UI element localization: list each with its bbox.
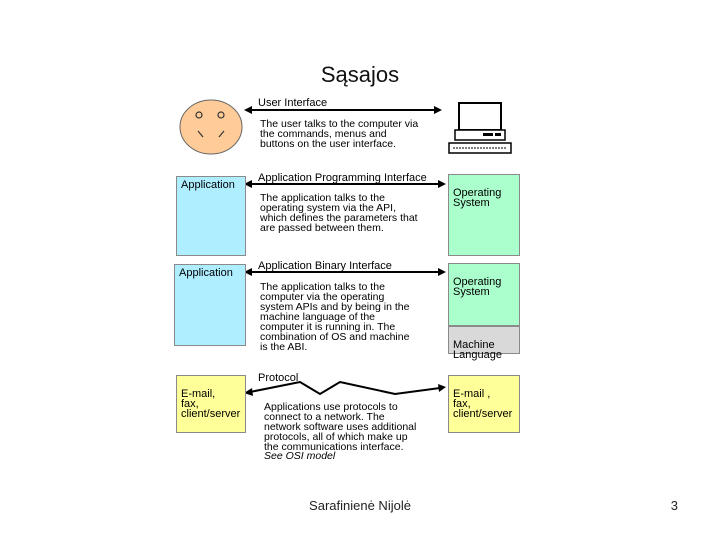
- protocol-arrow: [244, 382, 446, 396]
- abi-machine-language-box: [448, 326, 520, 361]
- abi-os-box: [448, 263, 520, 326]
- abi-os-label: Operating System: [453, 276, 502, 298]
- api-application-box: [176, 176, 246, 256]
- user-interface-label: User Interface: [258, 97, 328, 109]
- abi-application-label: Application: [179, 267, 233, 279]
- api-os-box: [448, 174, 520, 256]
- protocol-label: Protocol: [258, 372, 299, 384]
- protocol-right-box: [448, 375, 520, 433]
- page-number: 3: [670, 498, 678, 513]
- abi-description: The application talks to the computer via the operating system APIs and by being in the machine language of the computer it is running in. The combination of OS and machine is the ABI.: [260, 281, 410, 353]
- protocol-note: See OSI model: [264, 450, 336, 462]
- protocol-right-label: E-mail , fax, client/server: [453, 388, 513, 420]
- protocol-description: Applications use protocols to connect to a network. The network software uses additional protocols, all of which make up the communications interface.: [264, 401, 417, 453]
- protocol-left-label: E-mail, fax, client/server: [181, 388, 241, 420]
- api-description: The application talks to the operating system via the API, which defines the parameters that are passed between them.: [260, 192, 418, 234]
- abi-label: Application Binary Interface: [258, 260, 392, 272]
- slide-title: Sąsajos: [320, 62, 400, 87]
- footer-author: Sarafinienė Nijolė: [309, 498, 411, 513]
- protocol-left-box: [176, 375, 246, 433]
- abi-machine-language-label: Machine Language: [453, 339, 502, 361]
- user-interface-description: The user talks to the computer via the commands, menus and buttons on the user interface.: [260, 118, 419, 150]
- api-os-label: Operating System: [453, 187, 502, 209]
- api-application-label: Application: [181, 179, 235, 191]
- abi-application-box: [174, 264, 246, 346]
- api-label: Application Programming Interface: [258, 172, 427, 184]
